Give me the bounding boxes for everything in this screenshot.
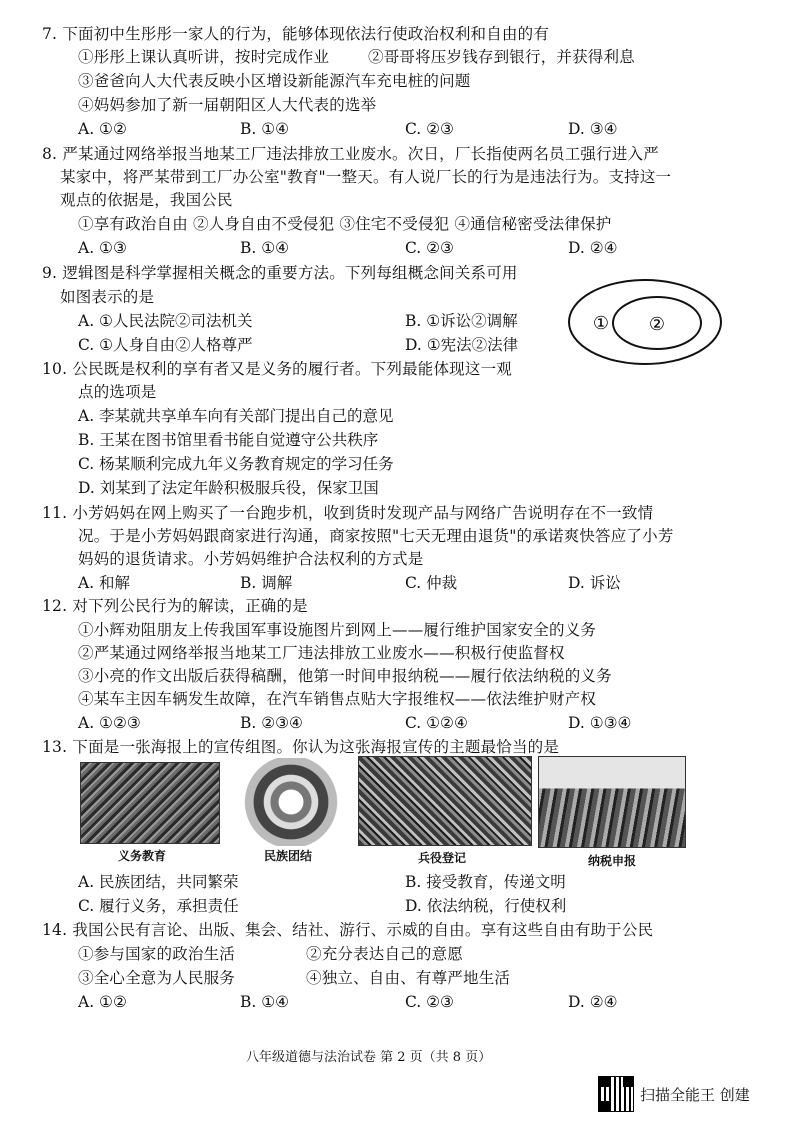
q11-option-b: B. 调解	[240, 574, 293, 592]
q12-option-b: B. ②③④	[240, 714, 303, 732]
q9-option-d: D. ①宪法②法律	[405, 336, 519, 354]
q14-option-d: D. ②④	[568, 993, 618, 1011]
q8-line-1: 8. 严某通过网络举报当地某工厂违法排放工业废水。次日，厂长指使两名员工强行进入严	[42, 145, 659, 163]
caption-military-registration: 兵役登记	[418, 851, 467, 865]
logic-diagram	[565, 276, 725, 368]
q8-line-2: 某家中，将严某带到工厂办公室"教育"一整天。有人说厂长的行为是违法行为。支持这一	[60, 168, 672, 186]
poster-image-education	[80, 762, 220, 844]
diagram-label-2: ②	[648, 314, 666, 335]
q12-item-4: ④某车主因车辆发生故障，在汽车销售点贴大字报维权——依法维护财产权	[78, 690, 597, 708]
q14-option-a: A. ①②	[78, 993, 127, 1011]
q7-item-4: ④妈妈参加了新一届朝阳区人大代表的选举	[78, 96, 377, 114]
q7-option-d: D. ③④	[568, 120, 618, 138]
q7-item-3: ③爸爸向人大代表反映小区增设新能源汽车充电桩的问题	[78, 72, 471, 90]
q14-item-4: ④独立、自由、有尊严地生活	[306, 969, 511, 987]
scanner-watermark: 扫描全能王 创建	[640, 1086, 750, 1104]
q7-stem: 7. 下面初中生彤彤一家人的行为，能够体现依法行使政治权利和自由的有	[42, 25, 550, 43]
q8-items: ①享有政治自由 ②人身自由不受侵犯 ③住宅不受侵犯 ④通信秘密受法律保护	[78, 215, 612, 233]
q10-option-c: C. 杨某顺利完成九年义务教育规定的学习任务	[78, 455, 394, 473]
q7-option-a: A. ①②	[78, 120, 127, 138]
caption-ethnic-unity: 民族团结	[264, 849, 313, 863]
q11-option-c: C. 仲裁	[405, 574, 458, 592]
q12-item-2: ②严某通过网络举报当地某工厂违法排放工业废水——积极行使监督权	[78, 644, 565, 662]
q11-option-d: D. 诉讼	[568, 574, 621, 592]
q13-option-d: D. 依法纳税，行使权利	[405, 897, 567, 915]
q13-option-b: B. 接受教育，传递文明	[405, 873, 566, 891]
q10-option-a: A. 李某就共享单车向有关部门提出自己的意见	[78, 407, 394, 425]
q9-line-2: 如图表示的是	[60, 288, 155, 306]
q14-item-2: ②充分表达自己的意愿	[306, 945, 464, 963]
q9-option-c: C. ①人身自由②人格尊严	[78, 336, 253, 354]
q14-stem: 14. 我国公民有言论、出版、集会、结社、游行、示威的自由。享有这些自由有助于公民	[42, 921, 654, 939]
q11-option-a: A. 和解	[78, 574, 131, 592]
q10-option-d: D. 刘某到了法定年龄积极服兵役，保家卫国	[78, 479, 379, 497]
qr-code-icon	[598, 1076, 634, 1112]
q8-line-3: 观点的依据是，我国公民	[60, 191, 233, 209]
q10-option-b: B. 王某在图书馆里看书能自觉遵守公共秩序	[78, 431, 379, 449]
caption-education: 义务教育	[118, 849, 167, 863]
poster-image-ethnic-unity	[240, 758, 342, 846]
q11-line-2: 况。于是小芳妈妈跟商家进行沟通，商家按照"七天无理由退货"的承诺爽快答应了小芳	[78, 527, 674, 545]
q14-item-1: ①参与国家的政治生活	[78, 945, 236, 963]
q14-option-c: C. ②③	[405, 993, 454, 1011]
q9-option-b: B. ①诉讼②调解	[405, 312, 518, 330]
q8-option-a: A. ①③	[78, 239, 127, 257]
q12-option-a: A. ①②③	[78, 714, 141, 732]
q10-line-1: 10. 公民既是权利的享有者又是义务的履行者。下列最能体现这一观	[42, 360, 512, 378]
q11-line-1: 11. 小芳妈妈在网上购买了一台跑步机，收到货时发现产品与网络广告说明存在不一致情	[42, 504, 654, 522]
q7-item-1: ①彤彤上课认真听讲，按时完成作业	[78, 48, 330, 66]
q12-option-d: D. ①③④	[568, 714, 632, 732]
q12-item-3: ③小亮的作文出版后获得稿酬，他第一时间申报纳税——履行依法纳税的义务	[78, 667, 612, 685]
q9-option-a: A. ①人民法院②司法机关	[78, 312, 253, 330]
q9-line-1: 9. 逻辑图是科学掌握相关概念的重要方法。下列每组概念间关系可用	[42, 264, 518, 282]
q7-item-2: ②哥哥将压岁钱存到银行，并获得利息	[368, 48, 635, 66]
poster-image-tax-declaration	[538, 756, 686, 848]
q11-line-3: 妈妈的退货请求。小芳妈妈维护合法权利的方式是	[78, 550, 424, 568]
q14-item-3: ③全心全意为人民服务	[78, 969, 236, 987]
poster-image-military-registration	[358, 756, 532, 846]
q13-stem: 13. 下面是一张海报上的宣传组图。你认为这张海报宣传的主题最恰当的是	[42, 738, 560, 756]
q8-option-b: B. ①④	[240, 239, 290, 257]
outer-ellipse	[569, 280, 721, 364]
q12-stem: 12. 对下列公民行为的解读，正确的是	[42, 597, 308, 615]
q14-option-b: B. ①④	[240, 993, 290, 1011]
page-footer: 八年级道德与法治试卷 第 2 页（共 8 页）	[246, 1050, 492, 1065]
q7-option-c: C. ②③	[405, 120, 454, 138]
caption-tax-declaration: 纳税申报	[588, 854, 637, 868]
q13-option-a: A. 民族团结，共同繁荣	[78, 873, 239, 891]
q13-option-c: C. 履行义务，承担责任	[78, 897, 239, 915]
diagram-label-1: ①	[592, 313, 610, 334]
q8-option-c: C. ②③	[405, 239, 454, 257]
q7-option-b: B. ①④	[240, 120, 290, 138]
q12-option-c: C. ①②④	[405, 714, 468, 732]
q8-option-d: D. ②④	[568, 239, 618, 257]
q10-line-2: 点的选项是	[78, 383, 157, 401]
q12-item-1: ①小辉劝阻朋友上传我国军事设施图片到网上——履行维护国家安全的义务	[78, 621, 597, 639]
